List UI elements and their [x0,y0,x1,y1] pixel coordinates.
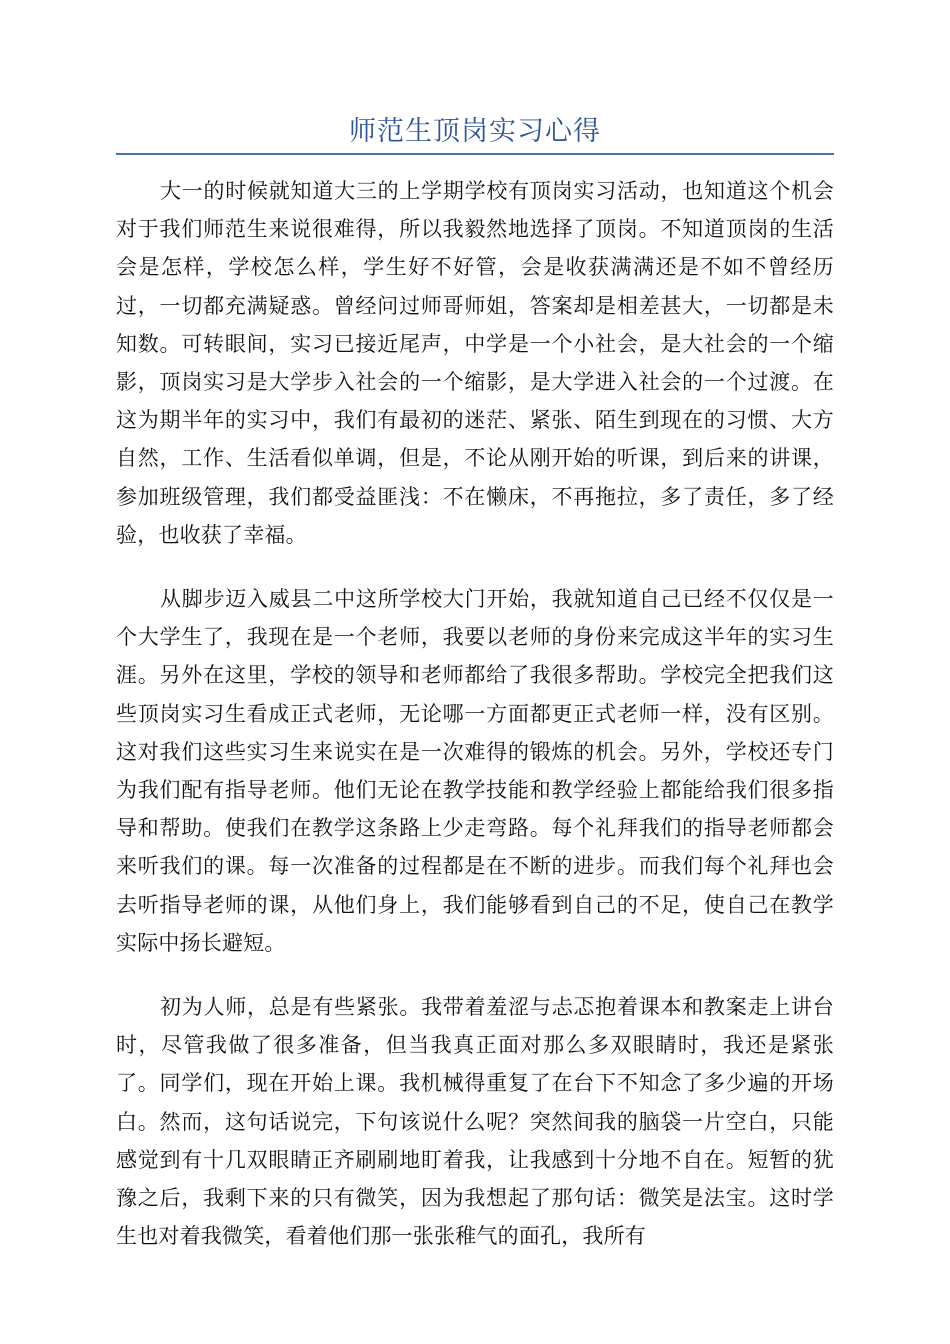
paragraph-3: 初为人师，总是有些紧张。我带着羞涩与忐忑抱着课本和教案走上讲台时，尽管我做了很多准备，但当我真正面对那么多双眼睛时，我还是紧张了。同学们，现在开始上课。我机械得重复了在台下不知念了多少遍的开场白。然而，这句话说完，下句该说什么呢？突然间我的脑袋一片空白，只能感觉到有十几双眼睛正齐刷刷地盯着我，让我感到十分地不自在。短暂的犹豫之后，我剩下来的只有微笑，因为我想起了那句话：微笑是法宝。这时学生也对着我微笑，看着他们那一张张稚气的面孔，我所有 [116,995,834,1249]
paragraph-1: 大一的时候就知道大三的上学期学校有顶岗实习活动，也知道这个机会对于我们师范生来说很难得，所以我毅然地选择了顶岗。不知道顶岗的生活会是怎样，学校怎么样，学生好不好管，会是收获满满还是不如不曾经历过，一切都充满疑惑。曾经问过师哥师姐，答案却是相差甚大，一切都是未知数。可转眼间，实习已接近尾声，中学是一个小社会，是大社会的一个缩影，顶岗实习是大学步入社会的一个缩影，是大学进入社会的一个过渡。在这为期半年的实习中，我们有最初的迷茫、紧张、陌生到现在的习惯、大方自然，工作、生活看似单调，但是，不论从刚开始的听课，到后来的讲课，参加班级管理，我们都受益匪浅：不在懒床，不再拖拉，多了责任，多了经验，也收获了幸福。 [116,179,834,547]
title-underline [116,153,834,155]
document-body [116,172,834,1281]
paragraph-2: 从脚步迈入威县二中这所学校大门开始，我就知道自己已经不仅仅是一个大学生了，我现在是一个老师，我要以老师的身份来完成这半年的实习生涯。另外在这里，学校的领导和老师都给了我很多帮助。学校完全把我们这些顶岗实习生看成正式老师，无论哪一方面都更正式老师一样，没有区别。这对我们这些实习生来说实在是一次难得的锻炼的机会。另外，学校还专门为我们配有指导老师。他们无论在教学技能和教学经验上都能给我们很多指导和帮助。使我们在教学这条路上少走弯路。每个礼拜我们的指导老师都会来听我们的课。每一次准备的过程都是在不断的进步。而我们每个礼拜也会去听指导老师的课，从他们身上，我们能够看到自己的不足，使自己在教学实际中扬长避短。 [116,587,834,955]
document-title: 师范生顶岗实习心得 [349,116,601,147]
